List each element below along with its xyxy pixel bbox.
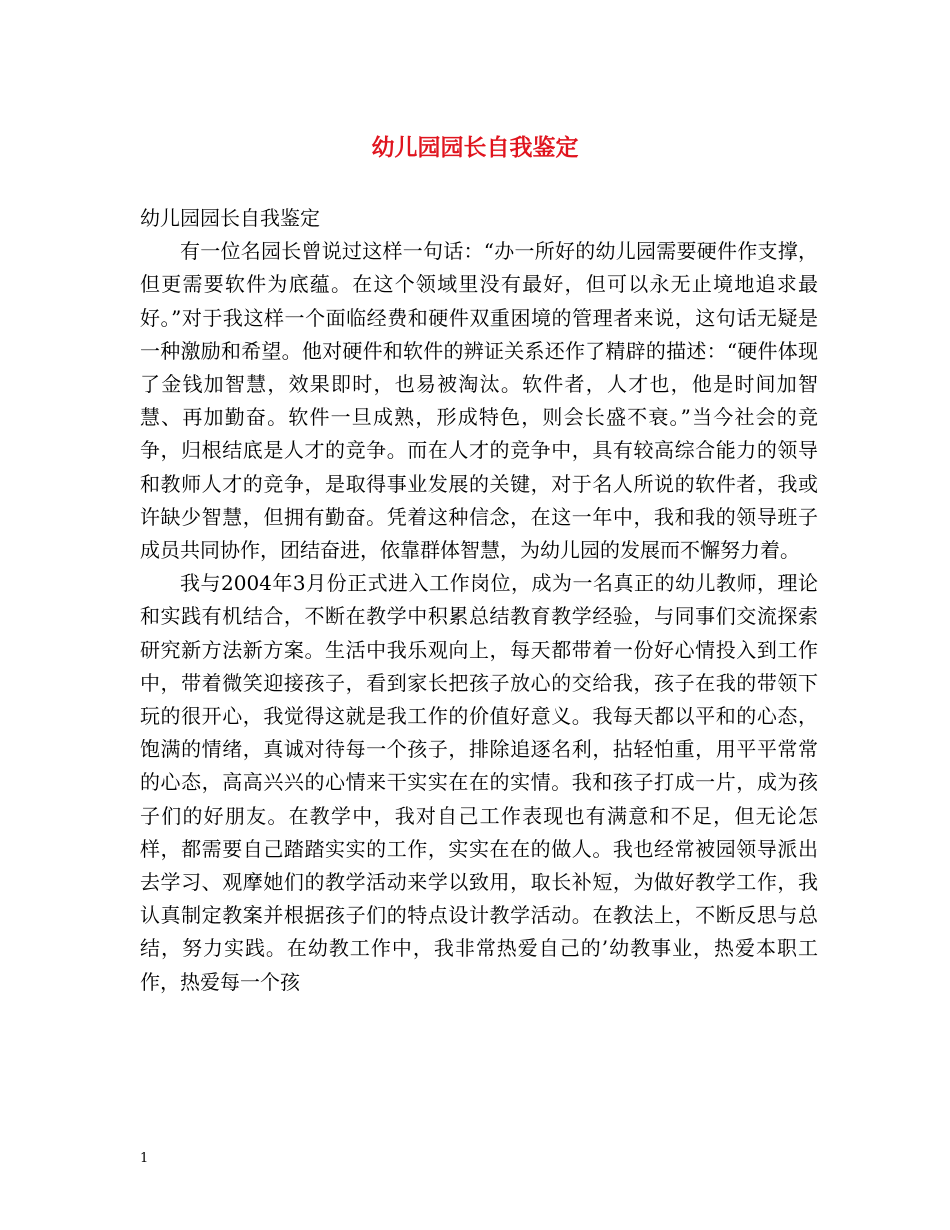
- document-body: [140, 202, 818, 999]
- page-number: 1: [140, 1151, 149, 1166]
- paragraph-1: 有一位名园长曾说过这样一句话：“办一所好的幼儿园需要硬件作支撑，但更需要软件为底蕴。在这个领域里没有最好，但可以永无止境地追求最好。”对于我这样一个面临经费和硬件双重困境的管理者来说，这句话无疑是一种激励和希望。他对硬件和软件的辨证关系还作了精辟的描述：“硬件体现了金钱加智慧，效果即时，也易被淘汰。软件者，人才也，他是时间加智慧、再加勤奋。软件一旦成熟，形成特色，则会长盛不衰。”当今社会的竞争，归根结底是人才的竞争。而在人才的竞争中，具有较高综合能力的领导和教师人才的竞争，是取得事业发展的关键，对于名人所说的软件者，我或许缺少智慧，但拥有勤奋。凭着这种信念，在这一年中，我和我的领导班子成员共同协作，团结奋进，依靠群体智慧，为幼儿园的发展而不懈努力着。: [140, 239, 818, 563]
- paragraph-2: 我与2004年3月份正式进入工作岗位，成为一名真正的幼儿教师，理论和实践有机结合，不断在教学中积累总结教育教学经验，与同事们交流探索研究新方法新方案。生活中我乐观向上，每天都带着一份好心情投入到工作中，带着微笑迎接孩子，看到家长把孩子放心的交给我，孩子在我的带领下玩的很开心，我觉得这就是我工作的价值好意义。我每天都以平和的心态，饱满的情绪，真诚对待每一个孩子，排除追逐名利，拈轻怕重，用平平常常的心态，高高兴兴的心情来干实实在在的实情。我和孩子打成一片，成为孩子们的好朋友。在教学中，我对自己工作表现也有满意和不足，但无论怎样，都需要自己踏踏实实的工作，实实在在的做人。我也经常被园领导派出去学习、观摩她们的教学活动来学以致用，取长补短，为做好教学工作，我认真制定教案并根据孩子们的特点设计教学活动。在教法上，不断反思与总结，努力实践。在幼教工作中，我非常热爱自己的’幼教事业，热爱本职工作，热爱每一个孩: [140, 571, 818, 994]
- body-heading: 幼儿园园长自我鉴定: [140, 206, 320, 230]
- document-title: 幼儿园园长自我鉴定: [371, 134, 579, 161]
